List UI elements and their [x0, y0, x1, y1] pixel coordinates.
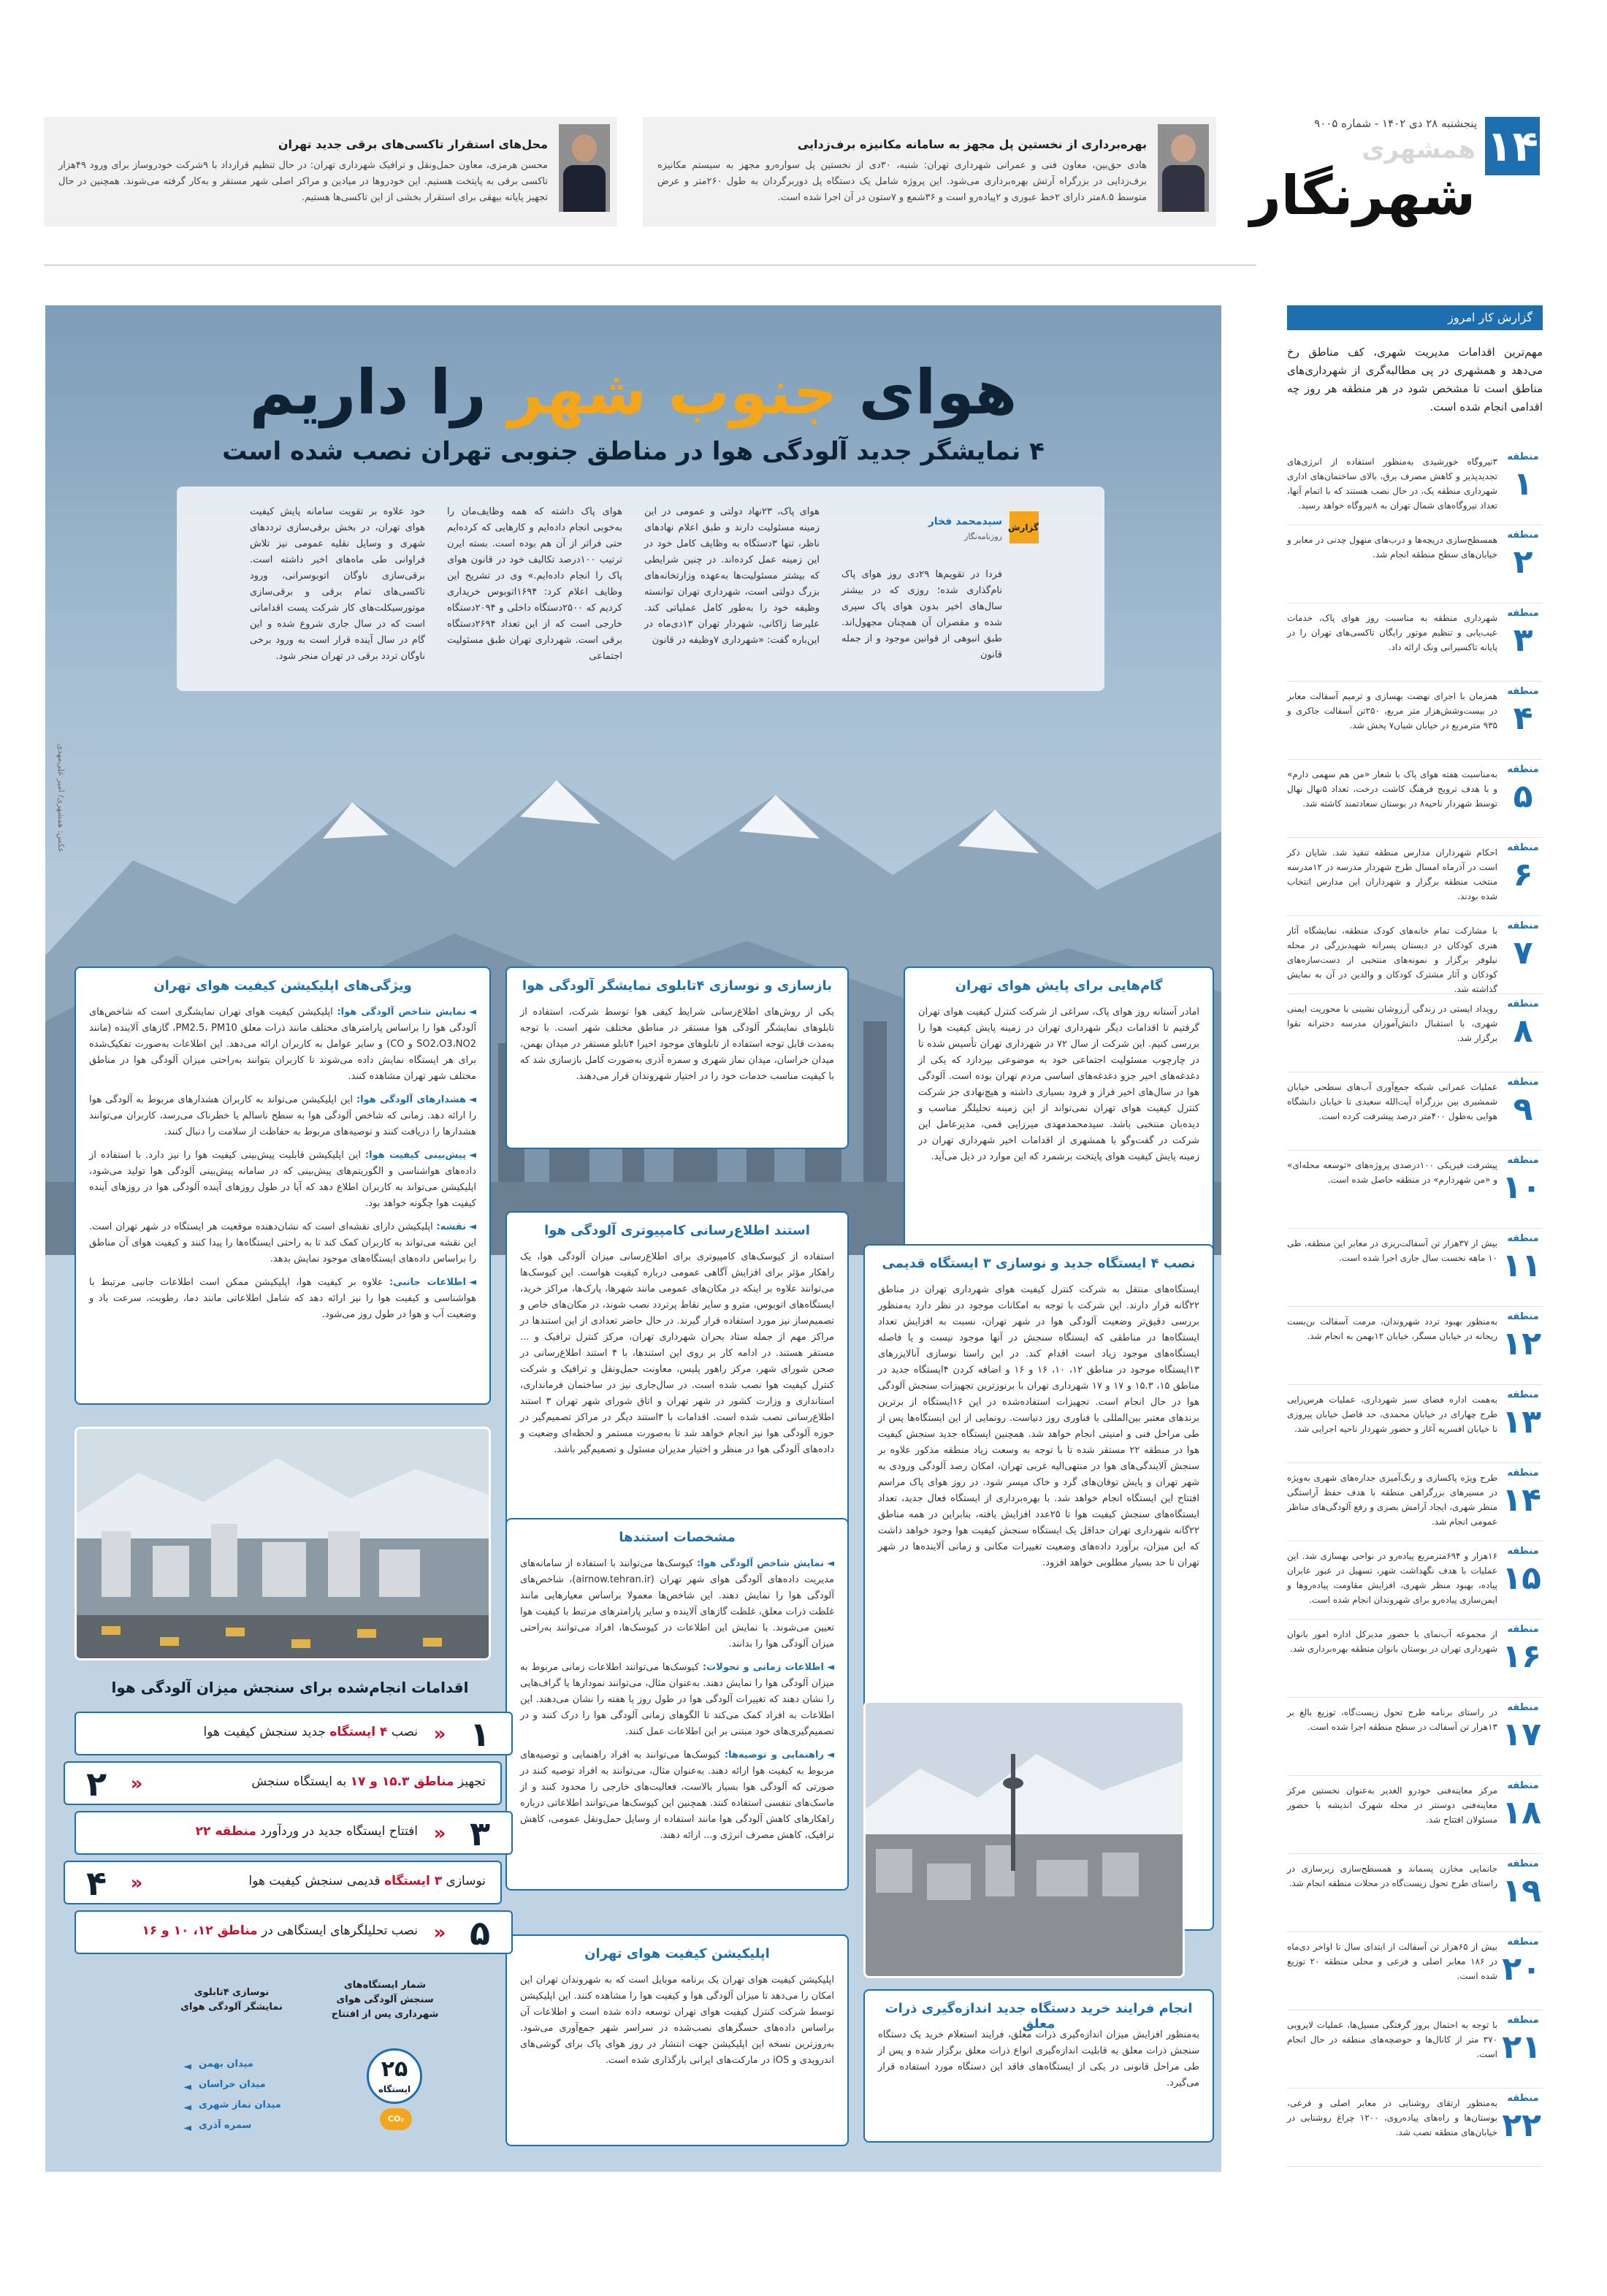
city-photo-illustration — [863, 1703, 1183, 1978]
district-number: ۶ — [1513, 856, 1533, 893]
district-label: منطقه — [1507, 1937, 1539, 1948]
district-label: منطقه — [1507, 1780, 1539, 1791]
district-number: ۱۱ — [1502, 1247, 1541, 1284]
district-text: مرکز معاینه‌فنی خودرو الغدیر به‌عنوان نخستین مرکز معاینه‌فنی دوسنتر در محله شهرک اندیشه با حضور مسئولان افتتاح شد. — [1287, 1785, 1497, 1825]
bullet-heading: هشدارهای آلودگی هوا: — [356, 1094, 466, 1105]
action-text — [196, 1824, 418, 1839]
newspaper-logo — [1250, 135, 1476, 237]
box-title: بازسازی و نوسازی ۴تابلوی نمایشگر آلودگی هوا — [522, 978, 833, 993]
district-text: در راستای برنامه طرح تحول زیست‌گاه، توزیع بالغ بر ۱۳هزار تن آسفالت در سطح منطقه اجرا شده است. — [1287, 1707, 1497, 1732]
photo-city-traffic — [75, 1427, 491, 1660]
issue-info: پنجشنبه ۲۸ دی ۱۴۰۲ - شماره ۹۰۰۵ — [1314, 117, 1477, 130]
bullet-text: علاوه بر کیفیت هوا، اپلیکیشن ممکن است اطلاعات جانبی مرتبط با هواشناسی و کیفیت هوا را نیز ارائه دهد که شامل اطلاعاتی مانند دما، رطوبت، سرعت باد و وضعیت آب و هوا در طول روز می‌شود. — [89, 1277, 476, 1320]
district-item — [1287, 1541, 1543, 1620]
bullet-text: این اپلیکیشن قابلیت پیش‌بینی کیفیت هوا را نیز دارد. با استفاده از داده‌های هواشناسی و الگوریتم‌های پیش‌بینی که در سامانه پیش‌بینی آلودگی هوا تولید می‌شود، اپلیکیشن می‌تواند به کاربران اطلاع دهد که آیا در طول روزهای آینده آلودگی هوا در روزهای آینده کیفیت هوا چگونه خواهد بود. — [89, 1150, 476, 1209]
bullet-heading: اطلاعات جانبی: — [389, 1277, 466, 1288]
page-number: ۱۴ — [1485, 117, 1540, 175]
box-text: ایستگاه‌های منتقل به شرکت کنترل کیفیت هوای شهرداری تهران در مناطق ۲۲گانه قرار دارند. این شرکت با توجه به امکانات موجود در نظر دارد به‌منظور بررسی دقیق‌تر وضعیت آلودگی هوا در شهر تهران، نسبت به افزایش تعداد ایستگاه‌ها در مناطقی که ایستگاه سنجش در آنها موجود نیست و یا فاصله ایستگاه‌های موجود زیاد است اقدام کند. در این راستا نوسازی آنالایزرهای ۱۳ایستگاه موجود در مناطق ۱۲، ۱۰، ۱۶ و ۱۶ و اضافه کردن ۴ایستگاه جدید در مناطق ۱۵، ۱۵.۳ و ۱۷ و ۱۷ شهرداری تهران با برنوزترین تجهیزات سنجش آلودگی هوا در حال انجام است. تجهیزات استفاده‌شده در این ۱۶ایستگاه از برترین برندهای معتبر بین‌المللی با فناوری روز دنیاست. رونمایی از این ایستگاه‌ها پس از طی مراحل فنی و امنیتی انجام خواهد شد. همچنین ایستگاه جدید سنجش کیفیت هوا در منطقه ۲۲ مستقر شده تا با توجه به وسعت زیاد منطقه مذکور علاوه بر سنجش آلایندگی‌های هوا در منتهی‌الیه غربی تهران، امکان رصد آلودگی ورودی به شهر تهران و پایش توفان‌های گرد و خاک میسر شود. در روز هوای پاک مراسم افتتاح این ایستگاه انجام خواهد شد. با بهره‌برداری از ایستگاه فعال جدید، تعداد ایستگاه‌های سنجش کیفیت هوا تا ۲۵عدد افزایش یافته، بنابراین در همه مناطق ۲۲گانه شهرداری تهران حداقل یک ایستگاه سنجش کیفیت هوا وجود خواهد داشت که این میزان، برآورد داده‌های وضعیت تغییرات مکانی و زمانی آلاینده‌ها در شهر تهران تا حد بسیار مطلوبی خواهد افزود. — [878, 1284, 1199, 1568]
arrow-icon: ◄ — [183, 2102, 191, 2113]
district-text: به‌منظور بهبود تردد شهروندان، مرمت آسفالت بن‌بست ریحانه در خیابان مسگر، خیابان ۱۲بهمن به انجام شد. — [1287, 1316, 1497, 1341]
chevron-icon: « — [433, 1823, 446, 1845]
photo-credit: عکس: همشهری/ امیر علی‌مهدی — [56, 744, 66, 853]
bullet-item — [89, 1275, 476, 1323]
bullet-heading: نمایش شاخص آلودگی هوا: — [337, 1007, 466, 1018]
district-number: ۵ — [1513, 778, 1533, 815]
district-item — [1287, 525, 1543, 603]
action-number: ۴ — [85, 1864, 107, 1903]
district-number: ۲ — [1513, 544, 1533, 581]
headline-post: را داریم — [249, 356, 508, 428]
arrow-icon: ◄ — [469, 1007, 476, 1018]
station-name: میدان بهمن — [199, 2059, 253, 2070]
district-item — [1287, 447, 1543, 525]
district-text: طرح ویژه پاکسازی و رنگ‌آمیزی جداره‌های شهری به‌ویژه در مسیرهای بزرگراهی منطقه با هدف حفظ آراستگی منظر شهری، ایجاد آرامش بصری و رفع آلودگی‌های مناظر عمومی انجام شد. — [1287, 1473, 1497, 1527]
action-text — [142, 1923, 418, 1938]
district-number: ۱ — [1513, 465, 1533, 503]
district-item — [1287, 682, 1543, 760]
district-text: عملیات عمرانی شبکه جمع‌آوری آب‌های سطحی خیابان شمشیری بین بزرگراه آیت‌الله سعیدی تا خیابان دانشگاه هوایی به‌طول ۴۰۰متر درصد پیشرفت کرده است. — [1287, 1082, 1497, 1121]
district-label: منطقه — [1507, 2093, 1539, 2104]
district-label: منطقه — [1507, 530, 1539, 541]
district-item — [1287, 1620, 1543, 1698]
sidebar-intro: مهم‌ترین اقدامات مدیریت شهری، کف مناطق رخ می‌دهد و همشهری در پی مطالبه‌گری از شهرداری‌های مناطق است تا مشخص شود در هر منطقه هر روز چه اقدامی انجام شده است. — [1287, 346, 1543, 413]
district-item — [1287, 1854, 1543, 1932]
district-item — [1287, 1776, 1543, 1854]
district-text: پیشرفت فیزیکی ۱۰۰درصدی پروژه‌های «توسعه محله‌ای» و «من شهردارم» در منطقه حاصل شده است. — [1287, 1160, 1498, 1185]
bullet-text: اپلیکیشن دارای نقشه‌ای است که نشان‌دهنده موقعیت هر ایستگاه در شهر تهران است. این نقشه می‌تواند به کاربران کمک کند تا به راحتی ایستگاه‌ها را پیدا کنند و کیفیت هوای آن مناطق را براساس داده‌های ایستگاه‌های موجود نمایش بدهد. — [89, 1221, 476, 1265]
district-item — [1287, 994, 1543, 1072]
sidebar-header: گزارش کار امروز — [1287, 305, 1543, 330]
arrow-icon: ◄ — [827, 1558, 834, 1569]
district-number: ۲۲ — [1502, 2107, 1541, 2144]
report-column: فردا در تقویم‌ها ۲۹دی روز هوای پاک نام‌گذاری شده؛ روزی که در بیشتر سال‌های اخیر بدون هوای پاک سپری شده و مقصران آن همچنان مجهول‌اند. طبق انبوهی از قوانین موجود و از جمله قانون — [841, 569, 1002, 660]
box-sensor-purchase — [863, 1989, 1214, 2143]
bullet-text: کیوسک‌ها می‌توانند به افراد راهنمایی و توصیه‌های مربوط به کیفیت هوا ارائه دهند. به‌عنوان مثال، می‌توانند به افراد توصیه کنند در صورتی که آلودگی هوا بسیار بالاست، فعالیت‌های خارجی را محدود کنند و از ماسک‌های تنفسی استفاده کنند. همچنین این کیوسک‌ها می‌توانند اطلاعاتی درباره راهکارهای کاهش آلودگی هوا مانند استفاده از وسایل حمل‌ونقل عمومی، کاهش ترافیک، کاهش مصرف انرژی و... ارائه دهند. — [520, 1750, 834, 1841]
box-title: انجام فرایند خرید دستگاه جدید اندازه‌گیری ذرات معلق — [885, 2001, 1193, 2032]
district-number: ۱۶ — [1502, 1638, 1541, 1675]
district-item — [1287, 1072, 1543, 1151]
district-number: ۱۸ — [1502, 1794, 1541, 1831]
district-number: ۱۴ — [1502, 1481, 1541, 1519]
action-highlight: ۳ ایستگاه — [384, 1874, 443, 1888]
district-item — [1287, 603, 1543, 682]
district-number: ۷ — [1513, 934, 1533, 972]
district-text: همسطح‌سازی دریچه‌ها و درب‌های منهول چدنی در معابر و خیابان‌های سطح منطقه انجام شد. — [1287, 535, 1497, 560]
district-text: به‌منظور ارتقای روشنایی در معابر اصلی و فرعی، بوستان‌ها و راه‌های پیاده‌روی، ۱۲۰۰ چراغ روشنایی در خیابان‌های منطقه نصب شد. — [1287, 2098, 1497, 2137]
bullet-heading: نقشه: — [436, 1221, 467, 1232]
action-number: ۲ — [85, 1764, 107, 1804]
district-item — [1287, 1229, 1543, 1307]
district-text: احکام شهرداران مدارس منطقه تنفیذ شد. شایان ذکر است در آذرماه امسال طرح شهردار مدرسه در ۱۲مدرسه منتخب منطقه برگزار و شهرداران این مدارس انتخاب شده بودند. — [1287, 847, 1497, 901]
district-number: ۳ — [1513, 622, 1533, 659]
action-text-post: قدیمی سنجش کیفیت هوا — [248, 1874, 385, 1888]
report-column: هوای پاک داشته که همه وظایف‌مان را به‌خوبی انجام داده‌ایم و کارهایی که کرده‌ایم حتی فراتر از آن هم بوده است. بسته ایرن ترتیب ۱۰۰درصد تکالیف خود در قانون هوای پاک را انجام داده‌ایم.» وی در تشریح این وظایف اعلام کرد: ۱۶۹۴اتوبوس خریداری کردیم که ۲۵۰۰دستگاه داخلی و ۲۰۹۴دستگاه خارجی است که از این تعداد ۲۶۹۴دستگاه برقی است. شهرداری تهران طبق مسئولیت اجتماعی — [447, 506, 623, 662]
district-number: ۱۷ — [1502, 1716, 1541, 1753]
district-item — [1287, 1463, 1543, 1541]
district-number: ۱۹ — [1502, 1872, 1541, 1910]
arrow-icon: ◄ — [469, 1094, 476, 1105]
district-number: ۴ — [1513, 700, 1533, 737]
headline-pre: هوای — [837, 356, 1018, 428]
bullet-text: کیوسک‌ها می‌توانند اطلاعات زمانی مربوط به میزان آلودگی هوا را نمایش دهند. به‌عنوان مثال، می‌توانند نمودارها یا گراف‌هایی را نشان دهند که تغییرات آلودگی هوا در طول روز یا هفته را نشان می‌دهند. این اطلاعات به افراد کمک می‌کند تا الگوهای زمانی آلودگی هوا را درک کنند و در تصمیم‌گیری‌های خود مبتنی بر این اطلاعات عمل کنند. — [520, 1662, 834, 1737]
top-news-bridge — [643, 117, 1216, 226]
bullet-heading: راهنمایی و توصیه‌ها: — [724, 1750, 824, 1761]
district-number: ۹ — [1513, 1091, 1533, 1128]
bullet-item — [89, 1004, 476, 1085]
action-highlight: مناطق ۱۲، ۱۰ و ۱۶ — [142, 1923, 258, 1938]
action-number: ۳ — [469, 1814, 491, 1853]
action-row — [75, 1910, 513, 1954]
district-number: ۲۱ — [1502, 2029, 1541, 2066]
station-name: سمره آذری — [199, 2120, 252, 2131]
specs-list — [520, 1556, 834, 1851]
action-text-pre: نوسازی — [442, 1874, 486, 1888]
district-number: ۸ — [1513, 1012, 1533, 1050]
district-number: ۱۳ — [1502, 1403, 1541, 1441]
action-text-pre: تجهیز — [454, 1774, 486, 1789]
district-label: منطقه — [1507, 1311, 1539, 1322]
box-text: یکی از روش‌های اطلاع‌رسانی شرایط کیفی هوا توسط شرکت، استفاده از تابلوهای نمایشگر آلودگی هوا مستقر در مناطق مختلف شهر است. با توجه به‌مدت قابل توجه استفاده از تابلوهای موجود اخیرا ۴تابلو مستقر در میدان بهمن، میدان خراسان، میدان نماز شهری و سمره آذری به‌صورت کامل بازسازی شد که با کیفیت مناسب خدمات خود را در اختیار شهروندان قرار می‌دهند. — [519, 1007, 834, 1082]
bullet-item — [89, 1148, 476, 1212]
district-number: ۱۵ — [1502, 1560, 1541, 1597]
district-text: به‌مناسبت هفته هوای پاک با شعار «من هم سهمی دارم» و با هدف ترویج فرهنگ کاشت درخت، تعداد ۵نهال نهال توسط شهردار ناحیه۸ در بوستان سعادتمند کاشته شد. — [1287, 769, 1497, 809]
district-label: منطقه — [1507, 1624, 1539, 1635]
action-highlight: منطقه ۲۲ — [195, 1824, 256, 1839]
box-title: اپلیکیشن کیفیت هوای تهران — [584, 1946, 770, 1961]
district-label: منطقه — [1507, 1155, 1539, 1166]
district-label: منطقه — [1507, 1077, 1539, 1088]
top-news-title: بهره‌برداری از نخستین پل مجهز به سامانه مکانیزه برف‌زدایی — [797, 137, 1147, 151]
bullet-item — [520, 1660, 834, 1740]
top-news-text: هادی حق‌بین، معاون فنی و عمرانی شهرداری تهران: شنبه، ۳۰دی از نخستین پل سواره‌رو مجهز به سیستم مکانیزه برف‌زدایی در بزرگراه آرتش بهره‌برداری می‌شود. این پروژه شامل یک دستگاه پل دوربرگردان به طول ۲۶۰متر و عرض متوسط ۸.۵متر دارای ۲خط عبوری و ۲پیاده‌رو است و ۳۶شمع و ۷ستون در آن اجرا شده است. — [657, 160, 1148, 203]
district-text: بیش از ۶۵هزار تن آسفالت از ابتدای سال تا اواخر دی‌ماه در ۱۸۶ معابر اصلی و فرعی و محلی منطقه ۲۰ توزیع شده است. — [1287, 1942, 1498, 1981]
district-item — [1287, 2010, 1543, 2089]
count-label: شمار ایستگاه‌های سنجش آلودگی هوای شهرداری پس از افتتاح — [331, 1980, 439, 2020]
bullet-text: این اپلیکیشن می‌تواند به کاربران هشدارهای مربوط به آلودگی هوا را ارائه دهد. زمانی که شاخص آلودگی هوا به سطح ناسالم یا خطرناک می‌رسد، کاربران می‌توانند هشدارها را دریافت کنند و توصیه‌های مربوط به حفاظت از سلامت را دنبال کنند. — [89, 1094, 476, 1137]
report-tag: گزارش — [1009, 511, 1039, 544]
action-text — [249, 1874, 486, 1888]
arrow-icon: ◄ — [469, 1221, 477, 1232]
bullet-text: کیوسک‌ها می‌توانند با استفاده از سامانه‌های مدیریت داده‌های آلودگی هوای شهر تهران (airnow.tehran.ir)، شاخص‌های آلودگی هوا را نمایش دهند. این شاخص‌ها معمولا براساس معیارهایی مانند غلظت ذرات معلق، غلظت گازهای آلاینده و سایر پارامترهای مرتبط با کیفیت هوا تعیین می‌شوند. با نمایش این اطلاعات در کیوسک‌ها، افراد می‌توانند به‌راحتی میزان آلودگی هوا را بدانند. — [520, 1558, 834, 1649]
report-column: هوای پاک، ۲۳نهاد دولتی و عمومی در این زمینه مسئولیت دارند و طبق اعلام نهادهای ناظر، تنها ۳دستگاه به وظایف کامل خود در این زمینه عمل کرده‌اند. در چنین شرایطی که بیشتر مسئولیت‌ها به‌عهده وزارتخانه‌های بزرگ دولتی است، شهرداری تهران توانسته وظیفه خود را به‌طور کامل عملیاتی کند. علیرضا زاکانی، شهردار تهران ۱۳دی‌ماه در این‌باره گفت: «شهرداری ۷وظیفه در قانون — [644, 506, 820, 646]
action-text-pre: نصب — [387, 1725, 418, 1739]
action-row — [64, 1761, 502, 1805]
logo-ghost-text: همشهری — [1362, 135, 1476, 164]
action-row — [64, 1861, 502, 1904]
chevron-icon: « — [130, 1773, 143, 1795]
report-column: خود علاوه بر تقویت سامانه پایش کیفیت هوای تهران، در بخش برقی‌سازی ترددهای شهری و وسایل نقلیه عمومی نیز تلاش فراوانی طی ماه‌های اخیر داشته است. برقی‌سازی ناوگان اتوبوسرانی، ورود تاکسی‌های تمام برقی و برقی‌سازی موتورسیکلت‌های کار شرکت پست اقداماتی است که در سال جاری شروع شده و این گام در سال آینده قرار است به ورود برخی ناوگان تردد برقی در تهران منجر شود. — [250, 506, 425, 662]
box-title: استند اطلاع‌رسانی کامپیوتری آلودگی هوا — [544, 1223, 810, 1238]
district-label: منطقه — [1507, 608, 1539, 619]
headline-accent: جنوب شهر — [507, 356, 838, 428]
feature-panel — [45, 305, 1221, 2172]
district-label: منطقه — [1507, 686, 1539, 697]
district-item — [1287, 1307, 1543, 1385]
logo-text: شهرنگار — [1250, 164, 1476, 227]
box-text: استفاده از کیوسک‌های کامپیوتری برای اطلاع‌رسانی میزان آلودگی هوا، یک راهکار مؤثر برای افزایش آگاهی عمومی درباره کیفیت هواست. این کیوسک‌ها می‌توانند علاوه بر اینکه در مکان‌های عمومی مانند شهرها، پارک‌ها، مراکز خرید، ایستگاه‌های اتوبوس، مترو و سایر نقاط پرتردد نصب شوند، در مکان‌های خاص و تصمیم‌ساز نیز مورد استفاده قرار گیرند. در حال حاضر تعدادی از این استندها در مراکز مهم از جمله ستاد بحران شهرداری تهران، مرکز کنترل ترافیک و ... مستقر هستند. در ادامه کار بر روی این استندها، با ۴ استند اطلاع‌رسانی در صحن شورای شهر، مرکز راهور پلیس، معاونت حمل‌ونقل و ترافیک و شرکت کنترل کیفیت هوا نصب شده است. در سال‌جاری نیز در ساختمان فرمانداری، استانداری و وزارت کشور در شهر تهران و اتاق شورای شهر تهران ۳ استند اطلاع‌رسانی نصب شده است. اقدامات با ۳استند دیگر در مراکز تصمیم‌گیر در حوزه آلودگی هوا نیز انجام خواهد شد تا به‌صورت مستمر و لحظه‌ای وضعیت و داده‌های آلودگی هوا در منظر و اختیار مدیران مسئول و تصمیم‌گیر باشد. — [520, 1251, 834, 1455]
district-text: از مجموعه آب‌نمای با حضور مدیرکل اداره امور بانوان شهرداری تهران در بوستان بانوان منطقه بهره‌برداری شد. — [1287, 1629, 1497, 1654]
district-label: منطقه — [1507, 920, 1539, 931]
district-label: منطقه — [1507, 1468, 1539, 1479]
district-item — [1287, 1385, 1543, 1463]
district-text: همزمان با اجرای نهضت بهسازی و ترمیم آسفالت معابر در بیست‌وشش‌هزار متر مربع، ۲۵۰تن آسفالت جاکری و ۹۳۵ مترمربع در خیابان شیان۷ پخش شد. — [1287, 691, 1497, 731]
district-text: جانمایی مخازن پسماند و همسطح‌سازی زیرسازی در راستای طرح تحول زیست‌گاه در محلات منطقه انجام شد. — [1287, 1864, 1497, 1888]
action-highlight: مناطق ۱۵.۳ و ۱۷ — [350, 1774, 454, 1789]
bullet-item — [89, 1219, 476, 1267]
action-row — [75, 1811, 513, 1855]
district-item — [1287, 1698, 1543, 1776]
arrow-icon: ◄ — [183, 2081, 191, 2093]
action-text-post: جدید سنجش کیفیت هوا — [203, 1725, 330, 1739]
district-item — [1287, 838, 1543, 916]
features-list — [89, 1004, 476, 1330]
report-role: روزنامه‌نگار — [964, 532, 1002, 541]
district-text: ۱۶هزار و ۶۹۴مترمربع پیاده‌رو در نواحی بهسازی شد. این عملیات با هدف نگهداشت شهر، تسهیل در عبور عابران پیاده، بهبود منظر شهری، افزایش مقاومت پیاده‌روها و ایمن‌سازی پیاده‌رو برای شهروندان انجام شده است. — [1287, 1551, 1497, 1605]
box-app-features — [75, 966, 491, 1405]
renovation-label: نوسازی ۴تابلوی نمایشگر آلودگی هوای — [180, 1987, 283, 2013]
box-text: به‌منظور افزایش میزان اندازه‌گیری ذرات معلق، فرایند استعلام خرید یک دستگاه سنجش ذرات معلق به قابلیت اندازه‌گیری انواع ذرات معلق برگزار شده و پس از طی مراحل قانونی در یکی از ایستگاه‌های فاقد این دستگاه مورد استفاده قرار می‌گیرد. — [878, 2029, 1199, 2089]
divider — [44, 264, 1256, 266]
district-text: با مشارکت تمام خانه‌های کودک منطقه، نمایشگاه آثار هنری کودکان در دبستان پسرانه شهیدبزرگی در محله نیلوفر برگزار و نمونه‌های منتخبی از دست‌سازه‌های کودکان و آثار مشترک کودکان و والدین در آن به نمایش گذاشته شد. — [1287, 926, 1497, 994]
district-label: منطقه — [1507, 1233, 1539, 1244]
stations-diagram — [148, 1978, 491, 2154]
bullet-item — [520, 1747, 834, 1844]
report-box — [177, 487, 1104, 691]
arrow-icon: ◄ — [469, 1150, 476, 1161]
district-list — [1287, 447, 1543, 2167]
district-item — [1287, 1932, 1543, 2010]
box-text: امادر آستانه روز هوای پاک، سراغی از شرکت کنترل کیفیت هوای تهران گرفتیم تا اقدامات دیگر شهرداری تهران در زمینه پایش کیفیت هوا را بررسی کنیم. این شرکت از سال ۷۲ در شهرداری تهران تأسیس شده تا در چارچوب مسئولیت اجتماعی خود به موضوعی بپردازد که یکی از دغدغه‌های اخیر جزو دغدغه‌های اساسی مردم تهران بوده است. آلودگی هوا در سال‌های اخیر فراز و فرود بسیاری داشته و هیچ‌نهادی جز شرکت کنترل کیفیت هوای تهران نمی‌تواند از این زمینه تحلیلگر مناسب و دیده‌بان منتخبی باشد. سیدمحمدمهدی میرزایی قمی، مدیرعامل این شرکت در گفت‌وگو با همشهری از اقدامات اخیر شهرداری تهران در زمینه پایش کیفیت هوای پایتخت برشمرد که این موارد در ذیل می‌آید. — [918, 1007, 1200, 1162]
chevron-icon: « — [433, 1723, 446, 1745]
district-label: منطقه — [1507, 451, 1539, 462]
box-title: ویژگی‌های اپلیکیشن کیفیت هوای تهران — [153, 978, 412, 993]
action-number: ۵ — [469, 1913, 491, 1953]
bullet-heading: پیش‌بینی کیفیت هوا: — [364, 1150, 466, 1161]
bullet-item — [520, 1556, 834, 1652]
district-text: به‌همت اداره فضای سبز شهرداری، عملیات هرس‌زایی طرح چهارای در خیابان محمدی، حد فاصل خیابان پیروزی تا خیابان افسریه آغاز و حضور شهردار ناحیه اجرایی شد. — [1287, 1395, 1497, 1434]
district-number: ۲۰ — [1502, 1950, 1541, 1988]
district-text: رویداد ایستی در زندگی آرزوشان نشینی با محوریت ایمنی شهری، با استقبال دانش‌آموزان مدرسه دخترانه نقوا برگزار شد. — [1287, 1004, 1497, 1043]
arrow-icon: ◄ — [469, 1277, 476, 1288]
action-number: ۱ — [469, 1715, 491, 1754]
district-label: منطقه — [1507, 764, 1539, 775]
bullet-text: اپلیکیشن کیفیت هوای تهران نمایشگری است که شاخص‌های آلودگی هوا را براساس پارامترهای مختلف مانند ذرات معلق PM2.5، PM10، گازهای آلاینده (مانند SO2،O3،NO2 و CO) و سایر عوامل به کاربران ارائه می‌دهد. این اطلاعات به‌صورت تفکیک‌شده برای هر ایستگاه نمایش داده می‌شوند تا کاربران بتوانند به‌راحتی میزان آلودگی هوا در مناطق مختلف شهر تهران مشاهده کنند. — [89, 1007, 476, 1082]
chevron-icon: « — [433, 1922, 446, 1944]
actions-title: اقدامات انجام‌شده برای سنجش میزان آلودگی هوا — [111, 1679, 469, 1696]
arrow-icon: ◄ — [827, 1750, 834, 1761]
station-name: میدان خراسان — [199, 2079, 266, 2090]
action-highlight: ۴ ایستگاه — [329, 1725, 388, 1739]
district-item — [1287, 916, 1543, 994]
bullet-heading: اطلاعات زمانی و تحولات: — [702, 1662, 824, 1673]
chevron-icon: « — [130, 1872, 143, 1894]
station-count-unit: ایستگاه — [378, 2084, 411, 2094]
district-text: با توجه به احتمال بروز گرفتگی مسیل‌ها، عملیات لایروبی ۳۷۰ متر از کانال‌ها و حوضچه‌های منطقه در حال انجام است. — [1287, 2020, 1497, 2059]
box-app — [505, 1934, 849, 2146]
district-item — [1287, 1151, 1543, 1229]
district-item — [1287, 2089, 1543, 2167]
district-text: بیش از ۳۷هزار تن آسفالت‌ریزی در معابر این منطقه، طی ۱۰ ماهه نخست سال جاری اجرا شده است. — [1287, 1238, 1497, 1263]
portrait-photo — [559, 124, 610, 212]
action-text-pre: افتتاح ایستگاه جدید در وردآورد — [256, 1824, 418, 1839]
action-text-post: به ایستگاه سنجش — [251, 1774, 351, 1789]
box-title: گام‌هایی برای پایش هوای تهران — [955, 978, 1163, 993]
arrow-icon: ◄ — [183, 2061, 191, 2072]
co2-cloud-icon: CO₂ — [380, 2108, 412, 2130]
district-label: منطقه — [1507, 999, 1539, 1010]
report-author: سیدمحمد فخار — [928, 516, 1002, 527]
action-text — [204, 1725, 419, 1739]
district-label: منطقه — [1507, 2015, 1539, 2026]
box-title: مشخصات استندها — [619, 1530, 736, 1545]
box-renovation-panels — [505, 966, 849, 1149]
headline — [45, 356, 1221, 428]
bullet-item — [89, 1092, 476, 1140]
top-news-text: محسن هرمزی، معاون حمل‌ونقل و ترافیک شهرداری تهران: در حال تنظیم قرارداد با ۹شرکت خودروساز برای ورود ۴۹هزار تاکسی برقی به پایتخت هستیم. این خودروها در میادین و مراکز اصلی شهر مستقر و به‌کار گرفته می‌شوند. همچنین در حال تجهیز پایانه بیهقی برای استقرار بخشی از این تاکسی‌ها هستیم. — [58, 160, 548, 203]
district-label: منطقه — [1507, 1858, 1539, 1869]
district-item — [1287, 760, 1543, 838]
district-text: ۳نیروگاه خورشیدی به‌منظور استفاده از انرژی‌های تجدیدپذیر و کاهش مصرف برق، بالای ساختمان‌های اداری شهرداری منطقه یک، در حال نصب هستند که با اتمام آنها، تعداد نیروگاه‌های شمال تهران به ۸نیروگاه خواهد رسید. — [1287, 457, 1497, 511]
district-label: منطقه — [1507, 1702, 1539, 1713]
district-number: ۱۰ — [1502, 1169, 1541, 1206]
station-count-badge — [367, 2048, 422, 2104]
action-text-pre: نصب تحلیلگرهای ایستگاهی در — [257, 1923, 418, 1938]
box-specs — [505, 1518, 849, 1891]
district-text: شهرداری منطقه به مناسبت روز هوای پاک، خدمات عیب‌یابی و تنظیم موتور رایگان تاکسی‌های تهران را در پایانه تاکسیرانی ونک ارائه داد. — [1287, 613, 1497, 652]
action-row — [75, 1712, 513, 1755]
subheadline: ۴ نمایشگر جدید آلودگی هوا در مناطق جنوبی تهران نصب شده است — [222, 437, 1045, 466]
arrow-icon: ◄ — [183, 2122, 191, 2134]
bullet-heading: نمایش شاخص آلودگی هوا: — [696, 1558, 824, 1569]
action-text — [251, 1774, 486, 1789]
photo-tehran-tower — [863, 1701, 1185, 1978]
district-label: منطقه — [1507, 1389, 1539, 1400]
traffic-photo-illustration — [75, 1429, 489, 1660]
district-number: ۱۲ — [1502, 1325, 1541, 1362]
station-count: ۲۵ — [381, 2056, 408, 2082]
station-name: میدان نماز شهری — [199, 2099, 281, 2110]
portrait-photo — [1158, 124, 1209, 212]
arrow-icon: ◄ — [826, 1662, 834, 1673]
district-label: منطقه — [1507, 1546, 1539, 1557]
box-title: نصب ۴ ایستگاه جدید و نوسازی ۳ ایستگاه قدیمی — [882, 1256, 1196, 1271]
box-text: اپلیکیشن کیفیت هوای تهران یک برنامه موبایل است که به شهروندان تهران این امکان را می‌دهد تا میزان آلودگی هوا و کیفیت هوا را مشاهده کنند. این اپلیکیشن توسط شرکت کنترل کیفیت هوای تهران توسعه داده شده است و اطلاعات آن براساس داده‌های حسگرهای نصب‌شده در سراسر شهر جمع‌آوری می‌شود. به‌روزترین نسخه این اپلیکیشن جهت انتشار در روز هوای پاک برای گوشی‌های اندرویدی و iOS در مارکت‌های ایرانی بارگذاری شده است. — [520, 1975, 834, 2066]
top-news-title: محل‌های استقرار تاکسی‌های برقی جدید تهران — [278, 137, 548, 151]
top-news-taxis — [44, 117, 617, 226]
district-label: منطقه — [1507, 842, 1539, 853]
